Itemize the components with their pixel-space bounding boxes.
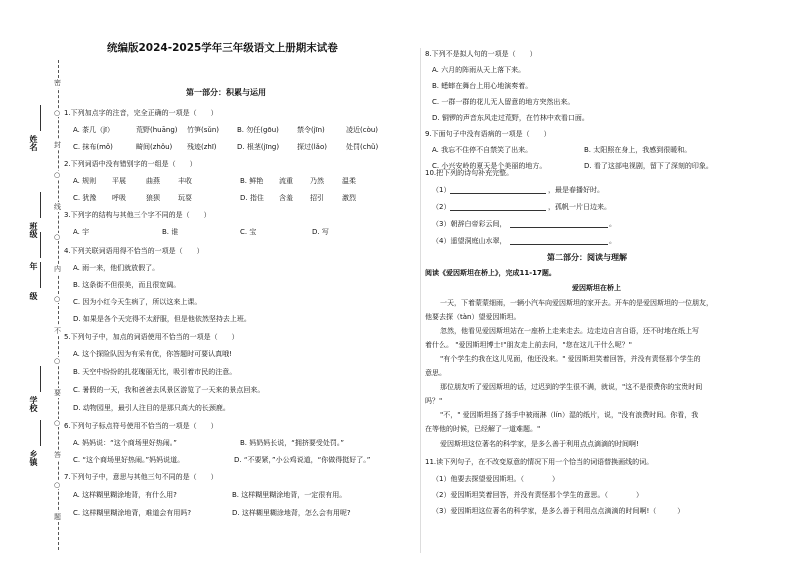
page-title: 统编版2024-2025学年三年级语文上册期末试卷 bbox=[107, 42, 338, 54]
q6-option: B. 妈奶妈长说，“拥挤要受处罚。” bbox=[240, 439, 345, 447]
q2-option: 激烈 bbox=[342, 194, 356, 202]
q6-option: C. “这个商场里好热闹。”妈妈说道。 bbox=[73, 456, 185, 464]
binding-label: 级 bbox=[29, 292, 38, 300]
q4-stem: 4.下列关联词语用得不恰当的一项是（ ） bbox=[64, 247, 204, 255]
q1-option: 畸间(zhǒu) bbox=[136, 143, 173, 151]
q10-line-pre: （3）朝辞白帝彩云间， bbox=[432, 220, 507, 228]
q5-option: A. 这个探险队因为有采有优，你答题时可要认真哦! bbox=[73, 350, 232, 358]
passage-line: "有个学生约我在这儿见面，他还没来。" 爱因斯坦笑着回答，并没有责怪那个学生的 bbox=[440, 355, 701, 363]
passage-line: 他要去探（tàn）望爱因斯坦。 bbox=[425, 313, 521, 321]
q10-line-post: 。 bbox=[609, 220, 616, 228]
cut-mark: 线 bbox=[54, 203, 61, 211]
q1-option: 竹笋(sǔn) bbox=[187, 126, 219, 134]
q11-item: （2）爱因斯坦笑着回答，并没有责怪那个学生的意思。（ ） bbox=[432, 491, 643, 499]
q9-option: D. 看了这部电视剧，留下了深刻的印象。 bbox=[584, 162, 713, 170]
q2-option: 平展 bbox=[112, 177, 126, 185]
q2-stem: 2.下列词语中没有错别字的一组是（ ） bbox=[64, 160, 197, 168]
q3-option: C. 宝 bbox=[240, 228, 257, 236]
passage-line: 着什么。 "爱因斯坦博士!"朋友走上前去问，"您在这儿干什么呢？" bbox=[425, 341, 632, 349]
q2-option: 丰收 bbox=[178, 177, 192, 185]
q6-option: A. 妈妈说：“这个商场里好热闹。” bbox=[73, 439, 177, 447]
cut-mark: ○ bbox=[54, 171, 61, 179]
q10-stem: 10.把下列的诗句补充完整。 bbox=[425, 169, 514, 177]
q8-option: C. 一群一群的花儿无人留意的地方突然出来。 bbox=[432, 98, 575, 106]
q10-line-pre: （1） bbox=[432, 186, 451, 194]
passage-line: 爱因斯坦这位著名的科学家，是多么善于利用点点滴滴的时间啊! bbox=[440, 440, 639, 448]
cut-mark: ○ bbox=[54, 233, 61, 241]
q4-option: C. 因为小红今天生病了，所以这来上课。 bbox=[73, 298, 202, 306]
q4-option: B. 这条街不但很美，而且很宽阔。 bbox=[73, 281, 181, 289]
cut-mark: 封 bbox=[54, 141, 61, 149]
q7-option: A. 这样糊里糊涂地背，有什么用? bbox=[73, 491, 177, 499]
q10-line-pre: （4）遥望洞庭山水翠， bbox=[432, 237, 507, 245]
q1-stem: 1.下列加点字的注音，完全正确的一项是（ ） bbox=[64, 109, 218, 117]
q2-option: A. 规则 bbox=[73, 177, 97, 185]
blank-line[interactable] bbox=[510, 227, 608, 228]
q2-option: 曲燕 bbox=[146, 177, 160, 185]
q5-option: B. 天空中纷纷的扎花瑰丽无比，吸引着市民的注意。 bbox=[73, 368, 237, 376]
q1-option: 禁令(jīn) bbox=[297, 126, 325, 134]
passage-line: 一天，下着蒙蒙细雨，一辆小汽车向爱因斯坦的家开去。开车的是爱因斯坦的一位朋友， bbox=[440, 299, 713, 307]
q2-option: 温柔 bbox=[342, 177, 356, 185]
cut-mark: ○ bbox=[54, 357, 61, 365]
q9-option: C. 小兴安岭的夏天是个美丽的地方。 bbox=[432, 162, 547, 170]
q8-stem: 8.下列不是拟人句的一项是（ ） bbox=[425, 50, 537, 58]
q2-option: 玩耍 bbox=[178, 194, 192, 202]
q11-stem: 11.读下列句子，在不改变原意的情况下用一个恰当的词语替换画线的词。 bbox=[425, 458, 654, 466]
part2-heading: 第二部分：阅读与理解 bbox=[547, 253, 627, 262]
q5-option: D. 动物园里，最引人注目的是那只高大的长颈鹿。 bbox=[73, 404, 230, 412]
passage-line: 那位朋友听了爱因斯坦的话，过迟到的学生很不满，就说，"这不是很费你的宝贵时间 bbox=[440, 383, 703, 391]
q2-option: 呼吸 bbox=[112, 194, 126, 202]
q9-stem: 9.下面句子中没有语病的一项是（ ） bbox=[425, 130, 551, 138]
q2-option: D. 指住 bbox=[240, 194, 264, 202]
binding-fill-line[interactable] bbox=[40, 262, 41, 288]
cut-mark: ○ bbox=[54, 481, 61, 489]
q9-option: B. 太阳照在身上，我感到很暖和。 bbox=[584, 146, 692, 154]
q2-option: B. 鲜艳 bbox=[240, 177, 264, 185]
q1-option: C. 抹布(mǒ) bbox=[73, 143, 113, 151]
q2-option: 狼狈 bbox=[146, 194, 160, 202]
cut-mark: 题 bbox=[54, 513, 61, 521]
column-separator bbox=[420, 48, 421, 553]
q7-option: B. 这样糊里糊涂地背，一定很有用。 bbox=[232, 491, 347, 499]
q5-stem: 5.下列句子中，加点的词语使用不恰当的一项是（ ） bbox=[64, 333, 239, 341]
q10-line-post: ，孤帆一片日边来。 bbox=[548, 203, 611, 211]
q2-option: C. 犹豫 bbox=[73, 194, 97, 202]
q1-option: 探过(lǎo) bbox=[297, 143, 327, 151]
cut-mark: 内 bbox=[54, 265, 61, 273]
q1-option: A. 茶几（jī） bbox=[73, 126, 115, 134]
q1-option: 荒野(huāng) bbox=[136, 126, 178, 134]
q2-option: 流重 bbox=[279, 177, 293, 185]
q7-option: C. 这样糊里糊涂地背，难道会有用吗? bbox=[73, 509, 192, 517]
q9-option: A. 我忘不住停不自禁笑了出来。 bbox=[432, 146, 533, 154]
q11-item: （1）他要去探望爱因斯坦。（ ） bbox=[432, 475, 559, 483]
q1-option: D. 根茎(jīng) bbox=[237, 143, 280, 151]
q1-option: 残迹(zhī) bbox=[187, 143, 217, 151]
q8-option: D. 铜锣的声音东风走过荒野，在竹林中欢看口面。 bbox=[432, 114, 589, 122]
q2-option: 招引 bbox=[310, 194, 324, 202]
q5-option: C. 暑假的一天，我和爸爸去风景区游览了一天来的景点回来。 bbox=[73, 386, 265, 394]
q10-line-post: 。 bbox=[609, 237, 616, 245]
passage-line: 在等他的时候，已经解了一道难题。" bbox=[425, 425, 541, 433]
q7-stem: 7.下列句子中，意思与其他三句不同的是（ ） bbox=[64, 473, 218, 481]
passage-line: 意思。 bbox=[425, 369, 446, 377]
binding-fill-line[interactable] bbox=[40, 420, 41, 446]
binding-fill-line[interactable] bbox=[40, 192, 41, 218]
cut-mark: ○ bbox=[54, 109, 61, 117]
q3-option: B. 谁 bbox=[162, 228, 179, 236]
passage-line: 吗？" bbox=[425, 397, 443, 405]
cut-mark: ○ bbox=[54, 295, 61, 303]
binding-fill-line[interactable] bbox=[40, 366, 41, 392]
q4-option: D. 如果是各个天完得不太舒服，但是他依然坚持去上班。 bbox=[73, 315, 251, 323]
cut-mark: 不 bbox=[54, 327, 61, 335]
q8-option: A. 六月的阵雨从天上落下来。 bbox=[432, 66, 526, 74]
q3-option: D. 写 bbox=[312, 228, 329, 236]
passage-line: "不，" 爱因斯坦扬了扬手中被雨淋（lín）湿的纸片，说，"没有浪费时间。你看，我 bbox=[440, 411, 699, 419]
q3-stem: 3.下列字的结构与其他三个字不同的是（ ） bbox=[64, 211, 211, 219]
passage-line: 忽然，他看见爱因斯坦站在一座桥上走来走去。边走边自言自语，还不时地在纸上写 bbox=[440, 327, 699, 335]
cut-mark: ○ bbox=[54, 419, 61, 427]
q11-item: （3）爱因斯坦这位著名的科学家，是多么善于利用点点滴滴的时间啊!（ ） bbox=[432, 507, 685, 515]
cut-mark: 要 bbox=[54, 389, 61, 397]
binding-line bbox=[58, 60, 59, 550]
binding-fill-line[interactable] bbox=[40, 232, 41, 258]
q7-option: D. 这样糊里糊涂地背，怎么会有用呢? bbox=[232, 509, 351, 517]
passage-title: 爱因斯坦在桥上 bbox=[572, 284, 621, 292]
binding-fill-line[interactable] bbox=[40, 105, 41, 131]
part1-heading: 第一部分：积累与运用 bbox=[186, 88, 266, 97]
q2-option: 乃然 bbox=[310, 177, 324, 185]
q1-option: 凌近(còu) bbox=[346, 126, 379, 134]
q8-option: B. 蟋蟀在舞台上用心地演奏着。 bbox=[432, 82, 533, 90]
blank-line[interactable] bbox=[450, 210, 546, 211]
q2-option: 含羞 bbox=[279, 194, 293, 202]
q6-option: D. “不要紧，”小公鸡说道，“你做得挺好了。” bbox=[234, 456, 371, 464]
q6-stem: 6.下列句子标点符号使用不恰当的一项是（ ） bbox=[64, 422, 218, 430]
binding-label: 班级 bbox=[29, 222, 38, 238]
q4-option: A. 雨一来，他们就放假了。 bbox=[73, 264, 160, 272]
q1-option: 处罚(chǔ) bbox=[346, 143, 379, 151]
binding-label: 姓名 bbox=[29, 135, 38, 151]
cut-mark: 答 bbox=[54, 451, 61, 459]
q1-option: B. 勿任(gōu) bbox=[237, 126, 279, 134]
q10-line-post: ，最是春播好时。 bbox=[548, 186, 604, 194]
reading-intro: 阅读《爱因斯坦在桥上》，完成11-17题。 bbox=[425, 269, 556, 277]
q10-line-pre: （2） bbox=[432, 203, 451, 211]
blank-line[interactable] bbox=[450, 193, 546, 194]
q3-option: A. 宇 bbox=[73, 228, 90, 236]
binding-label: 学校 bbox=[29, 396, 38, 412]
binding-label: 乡镇 bbox=[29, 450, 38, 466]
blank-line[interactable] bbox=[510, 244, 608, 245]
cut-mark: 密 bbox=[54, 79, 61, 87]
binding-label: 年 bbox=[29, 262, 38, 270]
